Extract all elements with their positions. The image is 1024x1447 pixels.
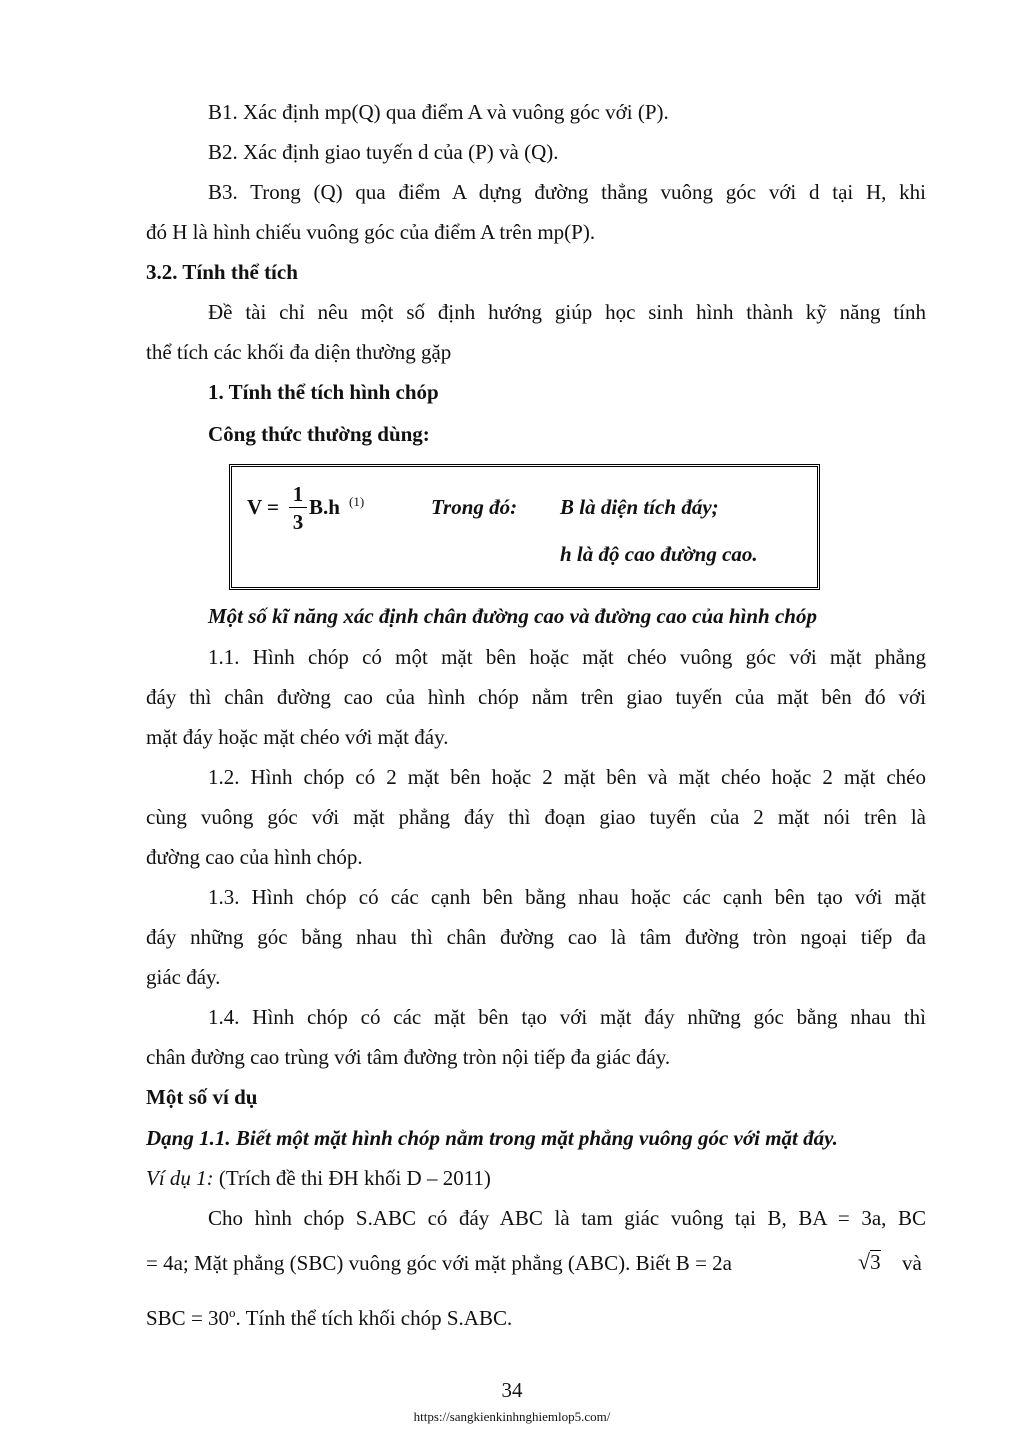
example-1-label: Ví dụ 1:: [146, 1166, 214, 1190]
formula-ref: (1): [349, 494, 365, 509]
skill-1-1-line3: mặt đáy hoặc mặt chéo với mặt đáy.: [146, 725, 449, 749]
skill-1-2-line3: đường cao của hình chóp.: [146, 845, 363, 869]
example-1-title: [146, 1164, 491, 1192]
skill-1-2-line1: 1.2. Hình chóp có 2 mặt bên hoặc 2 mặt bên và mặt chéo hoặc 2 mặt chéo: [208, 765, 926, 789]
skill-1-3-line1: 1.3. Hình chóp có các cạnh bên bằng nhau hoặc các cạnh bên tạo với mặt: [208, 885, 926, 909]
page-number: 34: [501, 1378, 523, 1402]
skill-1-3-line3: giác đáy.: [146, 965, 221, 989]
fraction-bar: [289, 507, 307, 508]
example-1-line1: Cho hình chóp S.ABC có đáy ABC là tam giác vuông tại B, BA = 3a, BC: [208, 1206, 926, 1230]
skill-1-3-line2: đáy những góc bằng nhau thì chân đường cao là tâm đường tròn ngoại tiếp đa: [146, 925, 926, 949]
fraction-numerator: 1: [292, 482, 304, 506]
formula-rhs: B.h: [309, 495, 340, 519]
skills-heading: Một số kĩ năng xác định chân đường cao và đường cao của hình chóp: [208, 604, 817, 628]
skill-1-1-line2: đáy thì chân đường cao của hình chóp nằm trên giao tuyến của mặt bên đó với: [146, 685, 926, 709]
example-1-line3: [146, 1299, 512, 1332]
formula-box: [229, 464, 820, 590]
intro-line1: Đề tài chỉ nêu một số định hướng giúp học sinh hình thành kỹ năng tính: [208, 300, 926, 324]
formula-where-b: B là diện tích đáy;: [560, 495, 719, 519]
skill-1-2-line2: cùng vuông góc với mặt phẳng đáy thì đoạn giao tuyến của 2 mặt nói trên là: [146, 805, 926, 829]
step-b3-line2: đó H là hình chiếu vuông góc của điểm A trên mp(P).: [146, 220, 596, 244]
section-heading-3-2: 3.2. Tính thể tích: [146, 260, 298, 284]
examples-heading: Một số ví dụ: [146, 1085, 258, 1109]
formula-lhs: V =: [247, 495, 280, 519]
intro-line2: thể tích các khối đa diện thường gặp: [146, 340, 452, 364]
angle-expression: SBC = 30: [146, 1306, 230, 1330]
subheading-pyramid-volume: 1. Tính thể tích hình chóp: [208, 380, 439, 404]
formula-where-label: Trong đó:: [431, 495, 518, 519]
skill-1-4-line1: 1.4. Hình chóp có các mặt bên tạo với mặt đáy những góc bằng nhau thì: [208, 1005, 926, 1029]
example-1-line2-text: = 4a; Mặt phẳng (SBC) vuông góc với mặt phẳng (ABC). Biết B = 2a: [146, 1251, 732, 1275]
example-1-source: (Trích đề thi ĐH khối D – 2011): [213, 1166, 491, 1190]
sqrt-radicand: 3: [870, 1250, 881, 1274]
fraction-denominator: 3: [292, 510, 304, 534]
degree-sup: o: [229, 1305, 236, 1320]
sqrt-expression: [858, 1248, 881, 1276]
step-b2: B2. Xác định giao tuyến d của (P) và (Q).: [208, 140, 559, 164]
formula-where-h: h là độ cao đường cao.: [560, 542, 758, 566]
footer-url[interactable]: https://sangkienkinhnghiemlop5.com/: [413, 1409, 611, 1424]
sqrt-radical-icon: √: [858, 1249, 871, 1274]
step-b3-line1: B3. Trong (Q) qua điểm A dựng đường thẳng vuông góc với d tại H, khi: [208, 180, 926, 204]
example-1-question: . Tính thể tích khối chóp S.ABC.: [235, 1306, 513, 1330]
example-1-line2-end: và: [902, 1251, 922, 1275]
skill-1-1-line1: 1.1. Hình chóp có một mặt bên hoặc mặt chéo vuông góc với mặt phẳng: [208, 645, 926, 669]
skill-1-4-line2: chân đường cao trùng với tâm đường tròn nội tiếp đa giác đáy.: [146, 1045, 671, 1069]
form-1-1-heading: Dạng 1.1. Biết một mặt hình chóp nằm trong mặt phẳng vuông góc với mặt đáy.: [146, 1126, 838, 1150]
step-b1: B1. Xác định mp(Q) qua điểm A và vuông góc với (P).: [208, 100, 669, 124]
formula-heading: Công thức thường dùng:: [208, 422, 430, 446]
